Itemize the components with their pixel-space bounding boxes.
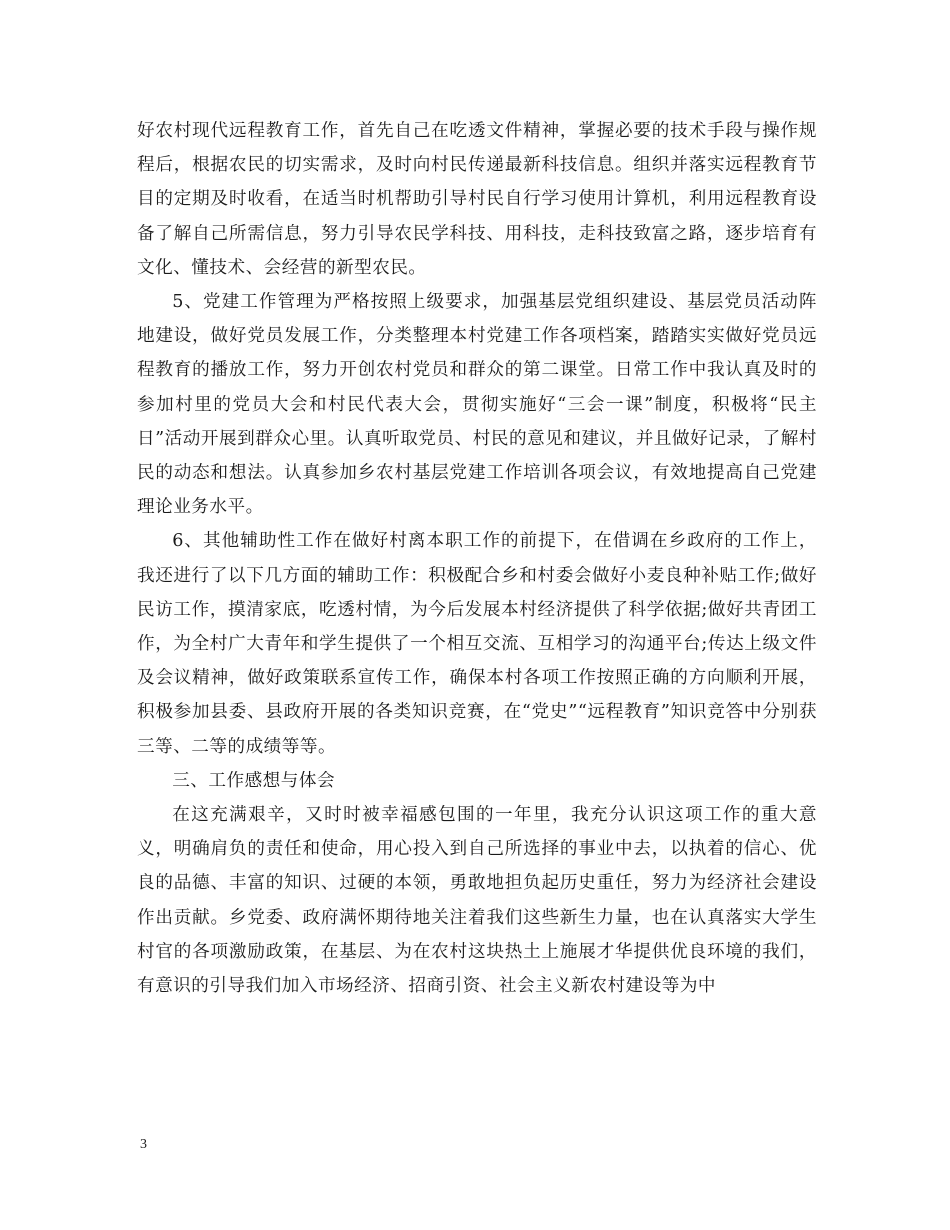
document-body xyxy=(137,114,817,1003)
paragraph-auxiliary-work: 6、其他辅助性工作在做好村离本职工作的前提下，在借调在乡政府的工作上，我还进行了以下几方面的辅助工作：积极配合乡和村委会做好小麦良种补贴工作;做好民访工作，摸清家底，吃透村情，为今后发展本村经济提供了科学依据;做好共青团工作，为全村广大青年和学生提供了一个相互交流、互相学习的沟通平台;传达上级文件及会议精神，做好政策联系宣传工作，确保本村各项工作按照正确的方向顺利开展，积极参加县委、县政府开展的各类知识竞赛，在“党史”“远程教育”知识竞答中分别获三等、二等的成绩等等。 xyxy=(137,531,817,757)
section-heading-reflections: 三、工作感想与体会 xyxy=(172,770,336,791)
paragraph-reflections: 在这充满艰辛，又时时被幸福感包围的一年里，我充分认识这项工作的重大意义，明确肩负的责任和使命，用心投入到自己所选择的事业中去，以执着的信心、优良的品德、丰富的知识、过硬的本领，勇敢地担负起历史重任，努力为经济社会建设作出贡献。乡党委、政府满怀期待地关注着我们这些新生力量，也在认真落实大学生村官的各项激励政策，在基层、为在农村这块热土上施展才华提供优良环境的我们，有意识的引导我们加入市场经济、招商引资、社会主义新农村建设等为中 xyxy=(137,805,817,997)
paragraph-remote-education: 好农村现代远程教育工作，首先自己在吃透文件精神，掌握必要的技术手段与操作规程后，根据农民的切实需求，及时向村民传递最新科技信息。组织并落实远程教育节目的定期及时收看，在适当时机帮助引导村民自行学习使用计算机，利用远程教育设备了解自己所需信息，努力引导农民学科技、用科技，走科技致富之路，逐步培育有文化、懂技术、会经营的新型农民。 xyxy=(137,121,817,278)
paragraph-party-building: 5、党建工作管理为严格按照上级要求，加强基层党组织建设、基层党员活动阵地建设，做好党员发展工作，分类整理本村党建工作各项档案，踏踏实实做好党员远程教育的播放工作，努力开创农村党员和群众的第二课堂。日常工作中我认真及时的参加村里的党员大会和村民代表大会，贯彻实施好“三会一课”制度，积极将“民主日”活动开展到群众心里。认真听取党员、村民的意见和建议，并且做好记录，了解村民的动态和想法。认真参加乡农村基层党建工作培训各项会议，有效地提高自己党建理论业务水平。 xyxy=(137,292,817,518)
page-number: 3 xyxy=(140,1137,147,1152)
